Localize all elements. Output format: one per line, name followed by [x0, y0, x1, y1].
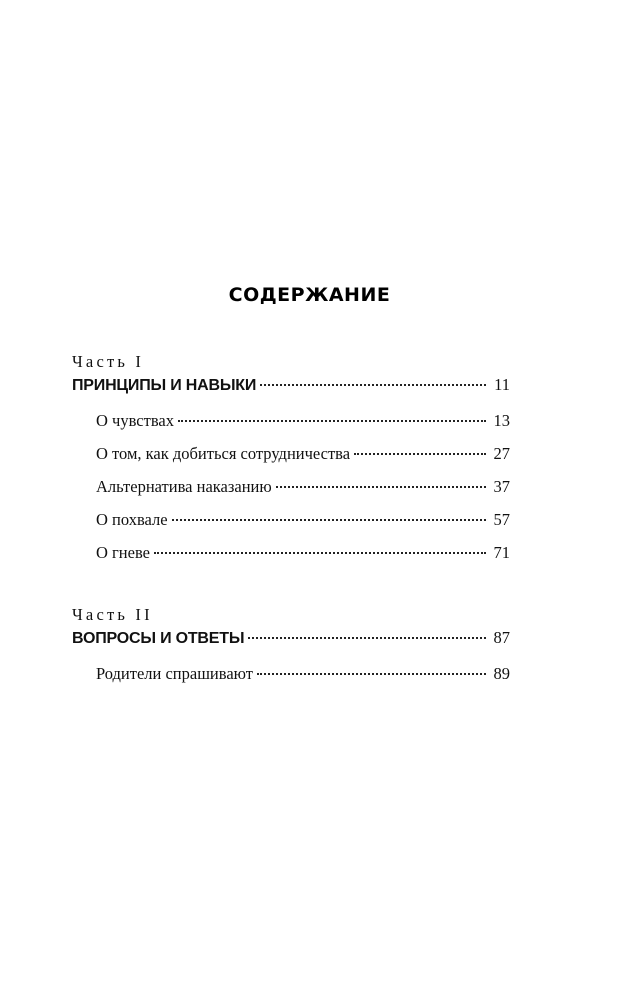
toc-entry[interactable] [72, 536, 510, 569]
toc-page-number: 71 [493, 543, 510, 562]
toc-part-heading[interactable] [72, 626, 510, 650]
dot-leader [260, 383, 486, 386]
dot-leader [178, 419, 486, 422]
dot-leader [354, 452, 486, 455]
toc-entry-title: О том, как добиться сотрудничества [96, 444, 351, 463]
toc-page-number: 89 [493, 664, 510, 683]
toc-entry[interactable] [72, 657, 510, 690]
toc-page-number: 13 [493, 411, 510, 430]
dot-leader [154, 551, 486, 554]
toc-entry[interactable] [72, 503, 510, 536]
toc-entry[interactable] [72, 437, 510, 470]
dot-leader [248, 636, 486, 639]
toc-part-1 [72, 351, 510, 569]
toc-part-2 [72, 604, 510, 690]
toc-title: СОДЕРЖАНИЕ [228, 284, 391, 306]
toc-page-number: 57 [493, 510, 510, 529]
toc-entry-title: О гневе [96, 543, 150, 562]
toc-heading-title: ВОПРОСЫ И ОТВЕТЫ [72, 630, 245, 647]
part-label: Часть II [72, 605, 153, 624]
toc-heading-title: ПРИНЦИПЫ И НАВЫКИ [72, 377, 257, 394]
dot-leader [257, 672, 486, 675]
part-label: Часть I [72, 352, 145, 371]
toc-entry[interactable] [72, 470, 510, 503]
toc-entry-title: О похвале [96, 510, 168, 529]
toc-entry[interactable] [72, 404, 510, 437]
toc-page-number: 11 [494, 375, 510, 394]
toc-part-heading[interactable] [72, 373, 510, 397]
toc-entry-title: Родители спрашивают [96, 664, 253, 683]
toc-page-number: 87 [493, 628, 510, 647]
toc-page-number: 27 [493, 444, 510, 463]
dot-leader [172, 518, 486, 521]
toc-page-number: 37 [493, 477, 510, 496]
toc-entry-title: О чувствах [96, 411, 174, 430]
dot-leader [276, 485, 486, 488]
toc-entry-title: Альтернатива наказанию [96, 477, 272, 496]
